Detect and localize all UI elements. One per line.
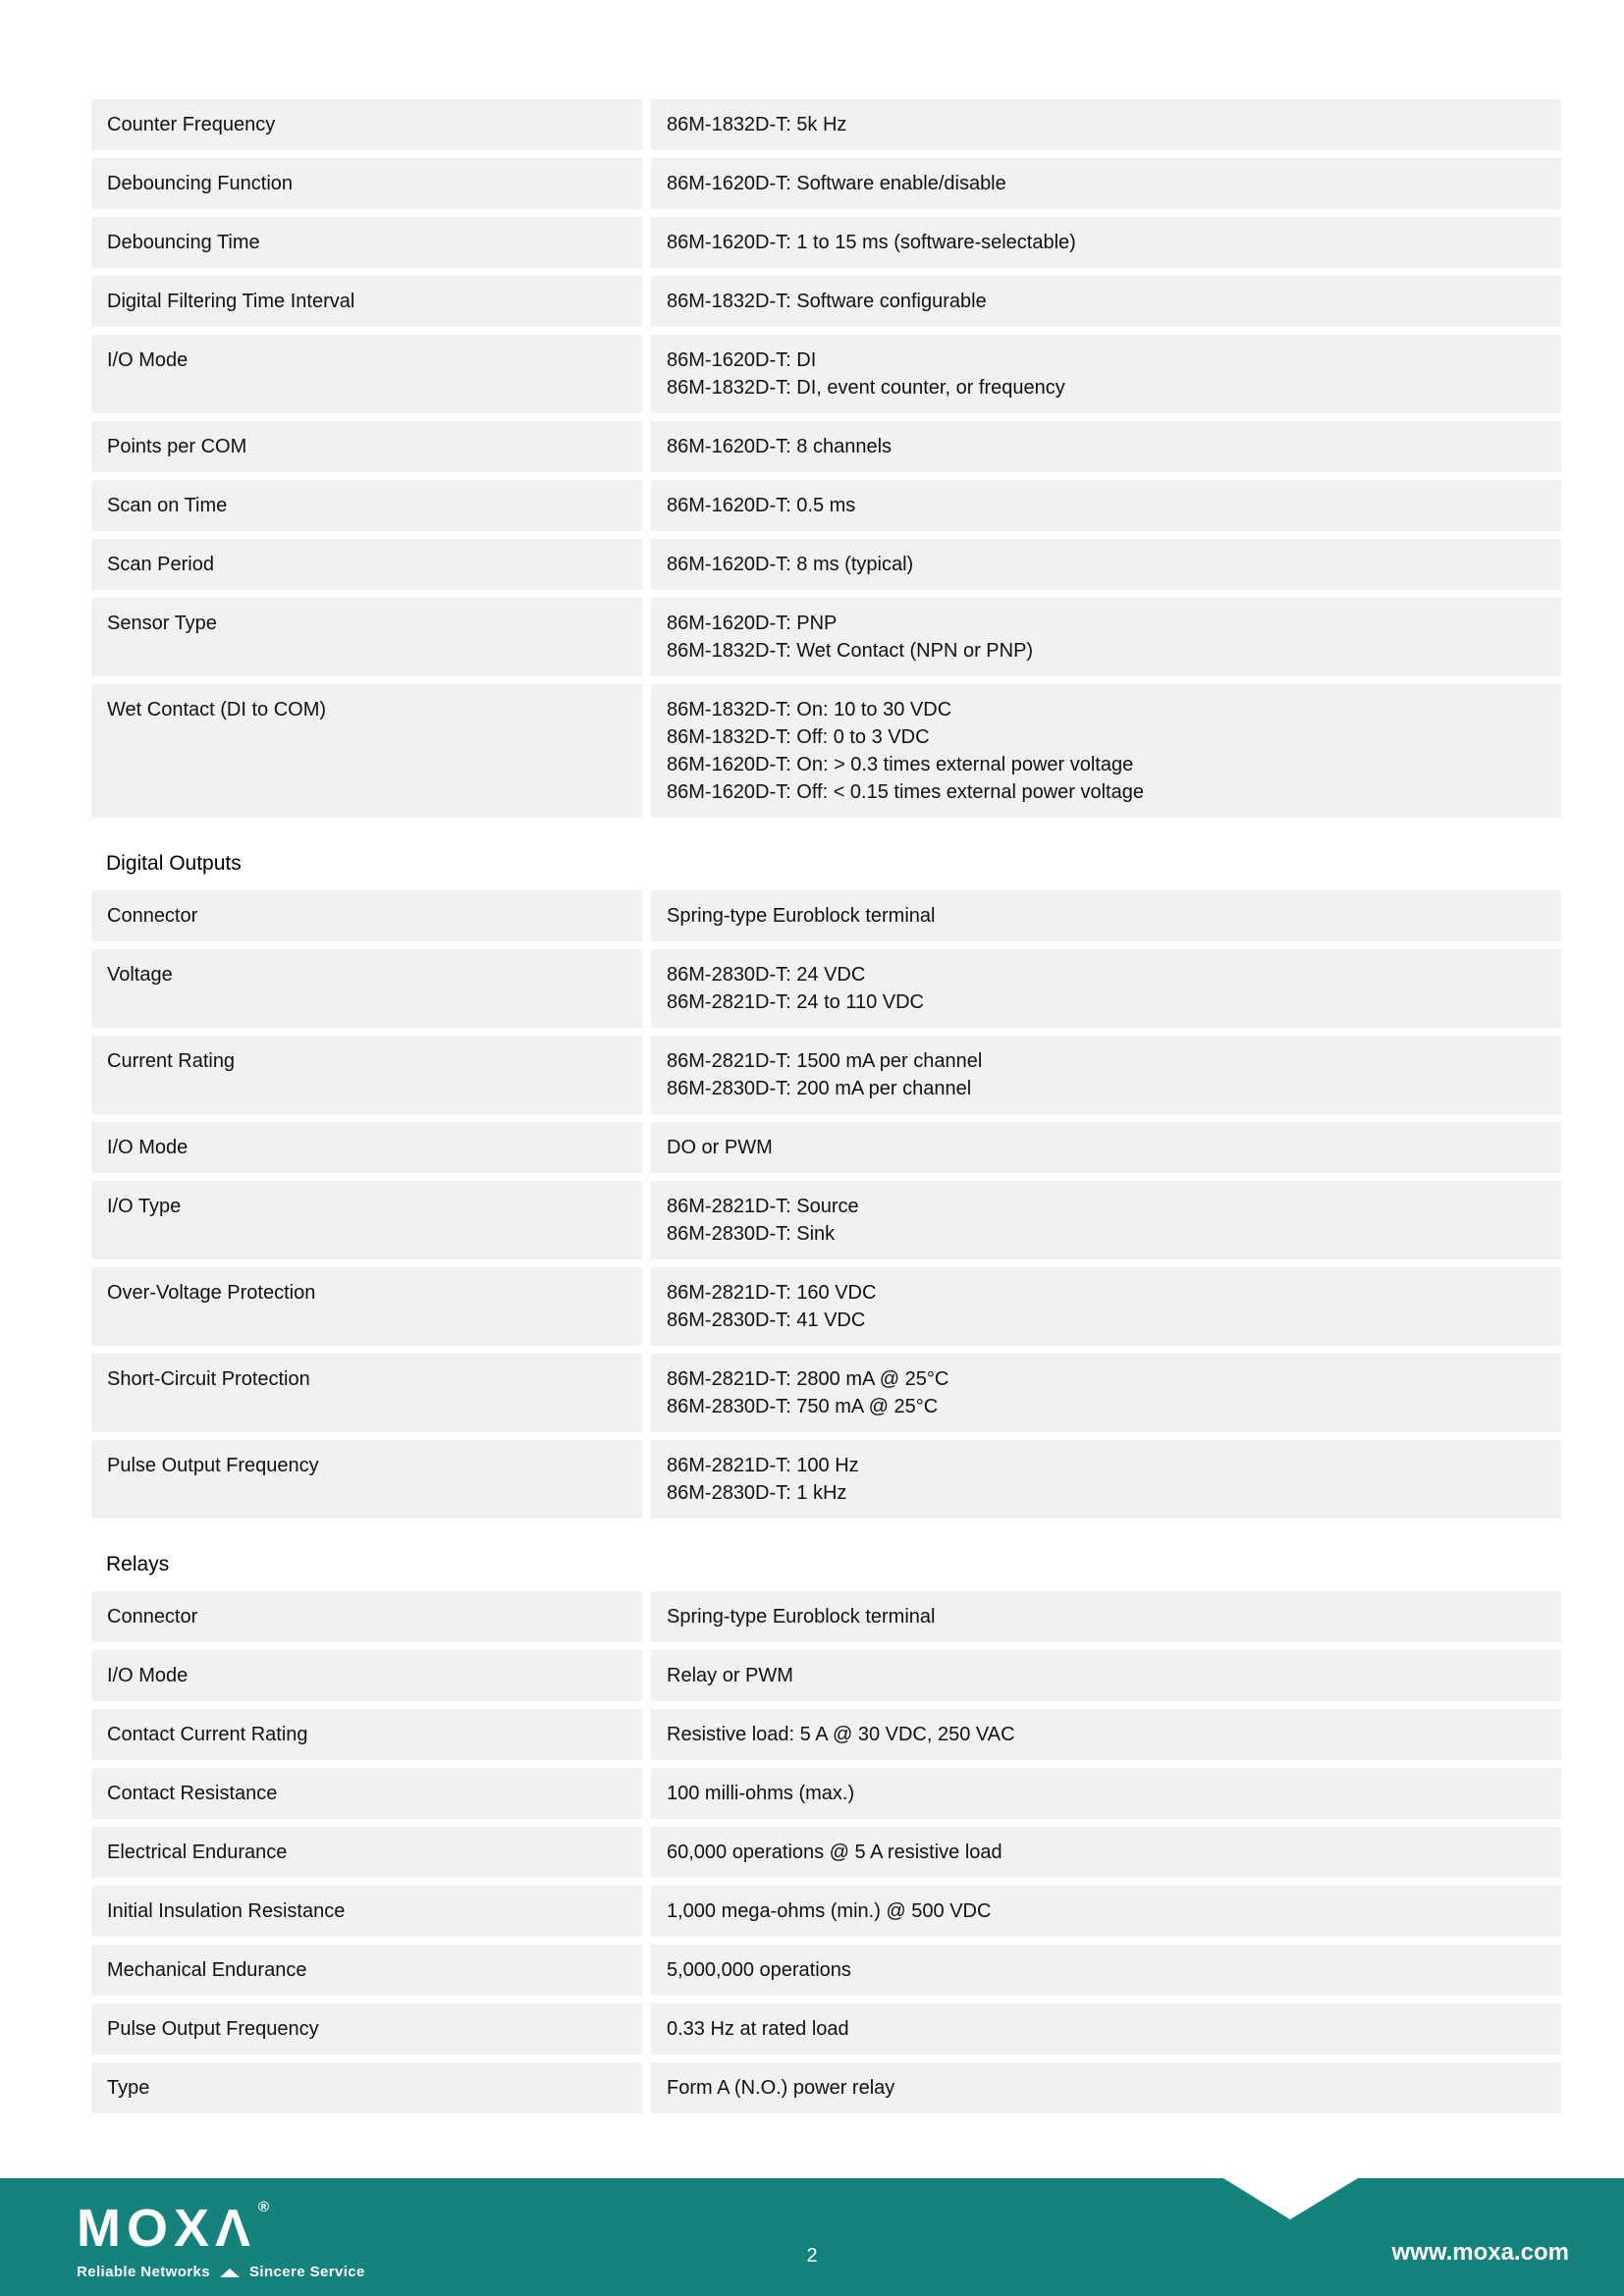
spec-value-line: 86M-1620D-T: 8 ms (typical) xyxy=(667,554,914,575)
spec-value xyxy=(651,1886,1561,1937)
spec-row xyxy=(91,158,1561,209)
spec-value-line: 86M-2821D-T: 2800 mA @ 25°C xyxy=(667,1368,949,1390)
spec-value xyxy=(651,598,1561,676)
spec-label: Short-Circuit Protection xyxy=(91,1354,642,1432)
spec-table xyxy=(91,99,1561,2121)
spec-value xyxy=(651,1354,1561,1432)
spec-row xyxy=(91,421,1561,472)
spec-value-line: 86M-1620D-T: Off: < 0.15 times external power voltage xyxy=(667,781,1144,803)
spec-row xyxy=(91,335,1561,413)
spec-label: Pulse Output Frequency xyxy=(91,1440,642,1519)
spec-value xyxy=(651,1768,1561,1819)
spec-row xyxy=(91,1122,1561,1173)
spec-label: Current Rating xyxy=(91,1036,642,1114)
spec-value-line: 86M-2821D-T: 1500 mA per channel xyxy=(667,1050,983,1072)
spec-row xyxy=(91,539,1561,590)
spec-value-line: 60,000 operations @ 5 A resistive load xyxy=(667,1842,1002,1863)
spec-value-line: Form A (N.O.) power relay xyxy=(667,2077,895,2099)
spec-row xyxy=(91,1440,1561,1519)
spec-value-line: 86M-1620D-T: On: > 0.3 times external power voltage xyxy=(667,754,1134,775)
spec-row xyxy=(91,1354,1561,1432)
spec-value xyxy=(651,276,1561,327)
spec-row xyxy=(91,2003,1561,2055)
spec-row xyxy=(91,1036,1561,1114)
footer-notch-triangle-icon xyxy=(1223,2178,1358,2219)
spec-label: Debouncing Function xyxy=(91,158,642,209)
spec-label: Contact Resistance xyxy=(91,1768,642,1819)
spec-value-line: 86M-1620D-T: Software enable/disable xyxy=(667,173,1006,194)
spec-value-line: 86M-2830D-T: Sink xyxy=(667,1223,836,1245)
spec-value xyxy=(651,421,1561,472)
spec-label: Connector xyxy=(91,890,642,941)
spec-value xyxy=(651,1122,1561,1173)
spec-value xyxy=(651,1650,1561,1701)
spec-value-line: 86M-1832D-T: 5k Hz xyxy=(667,114,847,135)
spec-value-line: 86M-2830D-T: 750 mA @ 25°C xyxy=(667,1396,939,1417)
spec-value-line: 86M-1832D-T: Software configurable xyxy=(667,291,987,312)
spec-row xyxy=(91,684,1561,818)
spec-label: Scan on Time xyxy=(91,480,642,531)
spec-row xyxy=(91,276,1561,327)
spec-label: Connector xyxy=(91,1591,642,1642)
spec-row xyxy=(91,1591,1561,1642)
spec-row xyxy=(91,1650,1561,1701)
spec-value-line: 86M-2821D-T: Source xyxy=(667,1196,859,1217)
spec-value xyxy=(651,539,1561,590)
spec-value xyxy=(651,480,1561,531)
spec-value-line: 1,000 mega-ohms (min.) @ 500 VDC xyxy=(667,1900,992,1922)
page-footer xyxy=(0,2178,1624,2296)
spec-value xyxy=(651,1945,1561,1996)
spec-value xyxy=(651,2062,1561,2113)
spec-value-line: 86M-1620D-T: 8 channels xyxy=(667,436,893,457)
spec-label: Type xyxy=(91,2062,642,2113)
spec-value xyxy=(651,1267,1561,1346)
spec-row xyxy=(91,1886,1561,1937)
spec-label: Wet Contact (DI to COM) xyxy=(91,684,642,818)
spec-row xyxy=(91,2062,1561,2113)
spec-value-line: Relay or PWM xyxy=(667,1665,793,1686)
spec-label: Sensor Type xyxy=(91,598,642,676)
spec-label: Debouncing Time xyxy=(91,217,642,268)
spec-label: Mechanical Endurance xyxy=(91,1945,642,1996)
spec-value xyxy=(651,2003,1561,2055)
section-title: Relays xyxy=(106,1553,170,1575)
spec-value xyxy=(651,1181,1561,1259)
spec-value-line: 86M-1620D-T: 1 to 15 ms (software-selectable) xyxy=(667,232,1076,253)
moxa-arrow-icon xyxy=(220,2269,240,2277)
section-title: Digital Outputs xyxy=(106,852,242,875)
spec-label: Contact Current Rating xyxy=(91,1709,642,1760)
spec-value xyxy=(651,99,1561,150)
spec-value-line: 86M-1832D-T: On: 10 to 30 VDC xyxy=(667,699,952,721)
spec-row xyxy=(91,1267,1561,1346)
spec-value-line: 86M-1620D-T: 0.5 ms xyxy=(667,495,856,516)
spec-value-line: 100 milli-ohms (max.) xyxy=(667,1783,855,1804)
spec-row xyxy=(91,217,1561,268)
spec-row xyxy=(91,1827,1561,1878)
spec-value xyxy=(651,217,1561,268)
spec-label: I/O Mode xyxy=(91,1122,642,1173)
spec-value-line: Resistive load: 5 A @ 30 VDC, 250 VAC xyxy=(667,1724,1015,1745)
registered-trademark-icon: ® xyxy=(258,2199,270,2216)
spec-value-line: 86M-2821D-T: 160 VDC xyxy=(667,1282,877,1304)
spec-row xyxy=(91,890,1561,941)
spec-label: Scan Period xyxy=(91,539,642,590)
website-link[interactable]: www.moxa.com xyxy=(1391,2239,1569,2266)
spec-value-line: 86M-2821D-T: 100 Hz xyxy=(667,1455,859,1476)
spec-value-line: 86M-1832D-T: Wet Contact (NPN or PNP) xyxy=(667,640,1034,662)
spec-value xyxy=(651,1036,1561,1114)
spec-value-line: 86M-1832D-T: Off: 0 to 3 VDC xyxy=(667,726,930,748)
spec-label: I/O Mode xyxy=(91,335,642,413)
spec-label: Voltage xyxy=(91,949,642,1028)
spec-value-line: 86M-2830D-T: 200 mA per channel xyxy=(667,1078,972,1099)
spec-row xyxy=(91,99,1561,150)
spec-row xyxy=(91,1768,1561,1819)
tagline-right: Sincere Service xyxy=(249,2264,365,2280)
spec-value-line: 0.33 Hz at rated load xyxy=(667,2018,849,2040)
spec-label: Initial Insulation Resistance xyxy=(91,1886,642,1937)
spec-value-line: 86M-2830D-T: 24 VDC xyxy=(667,964,866,986)
tagline-left: Reliable Networks xyxy=(77,2264,211,2280)
spec-label: I/O Type xyxy=(91,1181,642,1259)
spec-value xyxy=(651,1440,1561,1519)
spec-row xyxy=(91,949,1561,1028)
spec-value xyxy=(651,335,1561,413)
moxa-wordmark-text: MOXΛ xyxy=(77,2199,257,2258)
spec-value-line: Spring-type Euroblock terminal xyxy=(667,905,936,927)
spec-value xyxy=(651,890,1561,941)
spec-value-line: 86M-2830D-T: 1 kHz xyxy=(667,1482,847,1504)
spec-label: Points per COM xyxy=(91,421,642,472)
spec-value xyxy=(651,684,1561,818)
spec-value-line: DO or PWM xyxy=(667,1137,773,1158)
spec-value-line: 86M-1620D-T: DI xyxy=(667,349,817,371)
spec-value-line: 86M-1832D-T: DI, event counter, or frequency xyxy=(667,377,1065,399)
spec-label: I/O Mode xyxy=(91,1650,642,1701)
spec-value-line: 86M-1620D-T: PNP xyxy=(667,613,838,634)
spec-label: Digital Filtering Time Interval xyxy=(91,276,642,327)
spec-label: Electrical Endurance xyxy=(91,1827,642,1878)
spec-value xyxy=(651,949,1561,1028)
moxa-logo xyxy=(77,2199,365,2280)
spec-label: Over-Voltage Protection xyxy=(91,1267,642,1346)
spec-row xyxy=(91,1709,1561,1760)
spec-value xyxy=(651,1591,1561,1642)
spec-value xyxy=(651,1827,1561,1878)
spec-label: Pulse Output Frequency xyxy=(91,2003,642,2055)
spec-row xyxy=(91,598,1561,676)
page-number: 2 xyxy=(806,2245,818,2267)
spec-value-line: 86M-2830D-T: 41 VDC xyxy=(667,1309,866,1331)
spec-value-line: Spring-type Euroblock terminal xyxy=(667,1606,936,1628)
spec-row xyxy=(91,1945,1561,1996)
spec-label: Counter Frequency xyxy=(91,99,642,150)
spec-row xyxy=(91,480,1561,531)
spec-value-line: 5,000,000 operations xyxy=(667,1959,851,1981)
spec-row xyxy=(91,1181,1561,1259)
spec-value xyxy=(651,158,1561,209)
spec-value xyxy=(651,1709,1561,1760)
spec-value-line: 86M-2821D-T: 24 to 110 VDC xyxy=(667,991,924,1013)
